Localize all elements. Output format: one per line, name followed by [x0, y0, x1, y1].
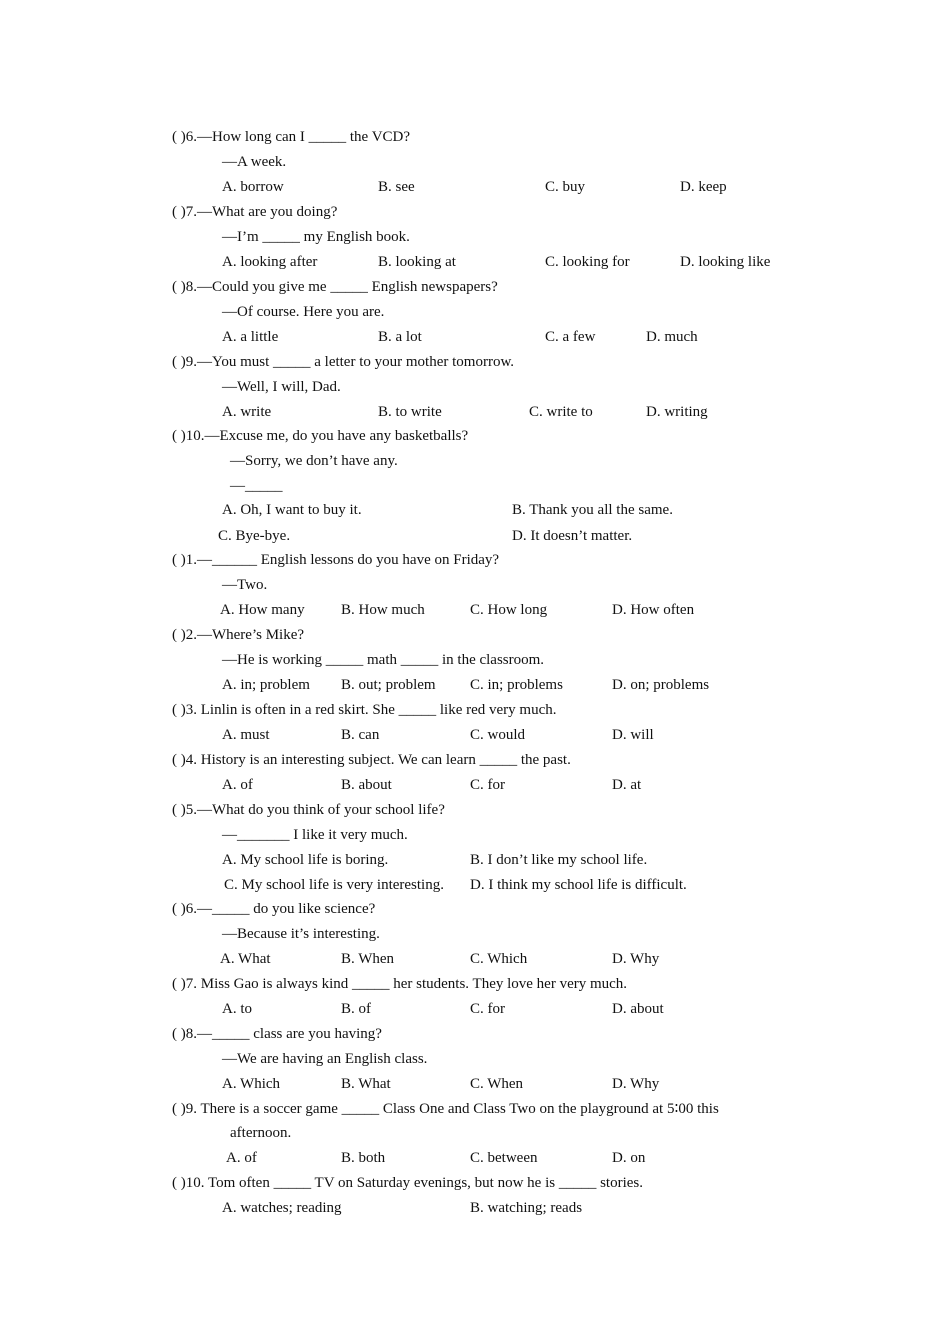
- question-stem-continued: afternoon.: [230, 1125, 292, 1141]
- question-stem: ( )2.—Where’s Mike?: [172, 627, 305, 643]
- question-stem: ( )5.—What do you think of your school life?: [172, 802, 445, 818]
- option-a: A. must: [222, 727, 270, 743]
- option-d: D. Why: [612, 951, 660, 967]
- option-a: A. of: [222, 777, 253, 793]
- question-stem: ( )1.—______ English lessons do you have on Friday?: [172, 552, 500, 568]
- option-c: C. My school life is very interesting.: [224, 877, 444, 893]
- question-stem: ( )10. Tom often _____ TV on Saturday evenings, but now he is _____ stories.: [172, 1175, 643, 1191]
- option-b: B. see: [378, 179, 415, 195]
- option-d: D. about: [612, 1001, 664, 1017]
- option-d: D. writing: [646, 404, 708, 420]
- option-d: D. I think my school life is difficult.: [470, 877, 687, 893]
- option-a: A. a little: [222, 329, 279, 345]
- question-answer: —Well, I will, Dad.: [222, 379, 341, 395]
- option-c: C. looking for: [545, 254, 630, 270]
- option-a: A. How many: [220, 602, 305, 618]
- option-c: C. write to: [529, 404, 593, 420]
- option-d: D. looking like: [680, 254, 771, 270]
- option-b: B. What: [341, 1076, 391, 1092]
- question-stem: ( )6.—How long can I _____ the VCD?: [172, 129, 411, 145]
- option-a: A. to: [222, 1001, 252, 1017]
- option-d: D. keep: [680, 179, 727, 195]
- option-b: B. a lot: [378, 329, 422, 345]
- question-answer: —Sorry, we don’t have any.: [230, 453, 398, 469]
- option-c: C. How long: [470, 602, 548, 618]
- option-d: D. on: [612, 1150, 646, 1166]
- question-answer: —_______ I like it very much.: [222, 827, 408, 843]
- option-c: C. would: [470, 727, 526, 743]
- option-b: B. watching; reads: [470, 1200, 583, 1216]
- question-stem: ( )9. There is a soccer game _____ Class One and Class Two on the playground at 5∶00 this: [172, 1101, 719, 1117]
- option-a: A. in; problem: [222, 677, 310, 693]
- option-b: B. How much: [341, 602, 425, 618]
- option-b: B. of: [341, 1001, 371, 1017]
- option-c: C. in; problems: [470, 677, 563, 693]
- option-c: C. When: [470, 1076, 524, 1092]
- option-b: B. about: [341, 777, 392, 793]
- option-d: D. at: [612, 777, 642, 793]
- option-c: C. buy: [545, 179, 586, 195]
- question-stem: ( )6.—_____ do you like science?: [172, 901, 376, 917]
- option-a: A. Which: [222, 1076, 281, 1092]
- option-c: C. for: [470, 1001, 505, 1017]
- option-c: C. Which: [470, 951, 528, 967]
- option-b: B. to write: [378, 404, 442, 420]
- option-a: A. watches; reading: [222, 1200, 342, 1216]
- question-stem: ( )10.—Excuse me, do you have any basketballs?: [172, 428, 469, 444]
- question-answer: —_____: [230, 478, 283, 494]
- question-answer: —We are having an English class.: [222, 1051, 428, 1067]
- option-b: B. can: [341, 727, 380, 743]
- question-stem: ( )7.—What are you doing?: [172, 204, 338, 220]
- option-b: B. looking at: [378, 254, 456, 270]
- option-d: D. will: [612, 727, 654, 743]
- option-d: D. How often: [612, 602, 695, 618]
- question-answer: —Because it’s interesting.: [222, 926, 380, 942]
- option-c: C. a few: [545, 329, 596, 345]
- option-d: D. It doesn’t matter.: [512, 528, 633, 544]
- question-stem: ( )8.—_____ class are you having?: [172, 1026, 382, 1042]
- question-stem: ( )4. History is an interesting subject. We can learn _____ the past.: [172, 752, 571, 768]
- option-b: B. out; problem: [341, 677, 436, 693]
- question-answer: —Of course. Here you are.: [222, 304, 385, 320]
- question-answer: —I’m _____ my English book.: [222, 229, 410, 245]
- option-b: B. Thank you all the same.: [512, 502, 673, 518]
- option-b: B. When: [341, 951, 395, 967]
- question-stem: ( )3. Linlin is often in a red skirt. She _____ like red very much.: [172, 702, 557, 718]
- option-a: A. of: [226, 1150, 257, 1166]
- option-a: A. My school life is boring.: [222, 852, 389, 868]
- option-b: B. I don’t like my school life.: [470, 852, 648, 868]
- option-c: C. Bye-bye.: [218, 528, 291, 544]
- option-a: A. Oh, I want to buy it.: [222, 502, 362, 518]
- option-d: D. much: [646, 329, 698, 345]
- option-a: A. What: [220, 951, 271, 967]
- option-a: A. borrow: [222, 179, 284, 195]
- option-b: B. both: [341, 1150, 386, 1166]
- question-stem: ( )7. Miss Gao is always kind _____ her students. They love her very much.: [172, 976, 628, 992]
- option-d: D. on; problems: [612, 677, 710, 693]
- question-answer: —Two.: [222, 577, 268, 593]
- question-stem: ( )9.—You must _____ a letter to your mother tomorrow.: [172, 354, 515, 370]
- option-c: C. between: [470, 1150, 538, 1166]
- question-answer: —He is working _____ math _____ in the classroom.: [222, 652, 545, 668]
- question-stem: ( )8.—Could you give me _____ English newspapers?: [172, 279, 498, 295]
- question-answer: —A week.: [222, 154, 287, 170]
- option-a: A. write: [222, 404, 272, 420]
- option-c: C. for: [470, 777, 505, 793]
- option-a: A. looking after: [222, 254, 318, 270]
- option-d: D. Why: [612, 1076, 660, 1092]
